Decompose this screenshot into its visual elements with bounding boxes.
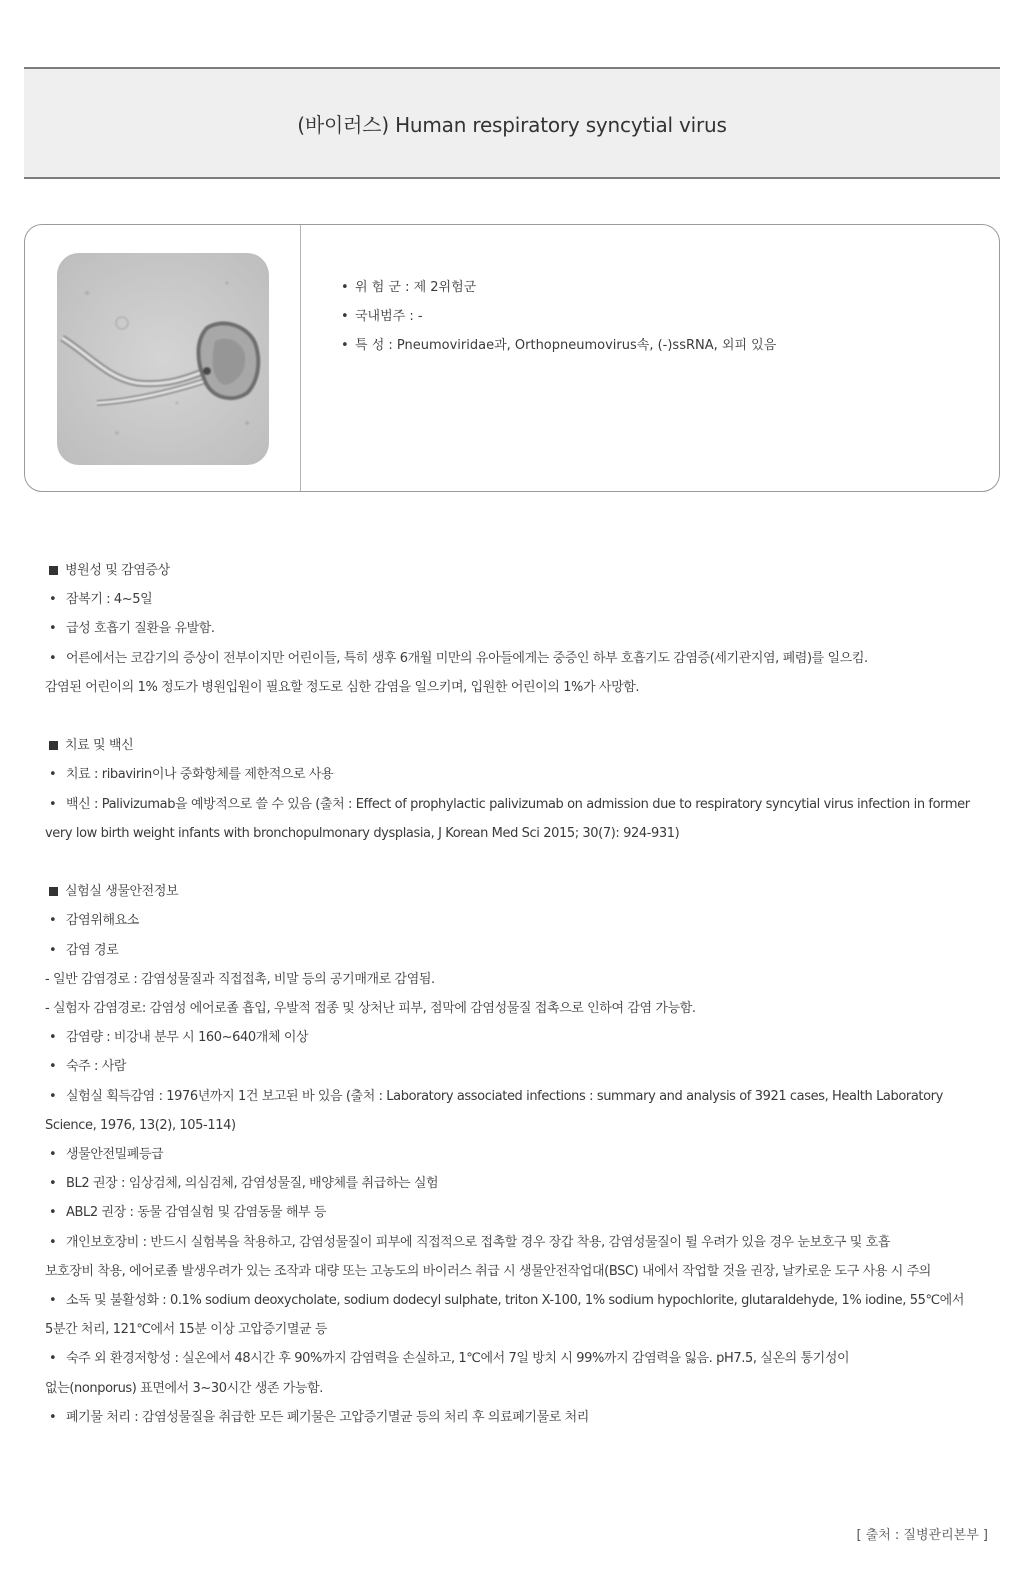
list-item-continuation: 감염된 어린이의 1% 정도가 병원입원이 필요할 정도로 심한 감염을 일으키며, 입원한 어린이의 1%가 사망함.: [45, 679, 640, 695]
list-item-continuation: Science, 1976, 13(2), 105-114): [45, 1117, 236, 1133]
summary-list: [341, 273, 776, 360]
list-item: • 숙주 외 환경저항성 : 실온에서 48시간 후 90%까지 감염력을 손실하고, 1℃에서 7일 방치 시 99%까지 감염력을 잃음. pH7.5, 실온의 통기성이: [49, 1351, 850, 1367]
list-item: • 숙주 : 사람: [49, 1059, 127, 1075]
list-item: • BL2 권장 : 임상검체, 의심검체, 감염성물질, 배양체를 취급하는 실험: [49, 1176, 439, 1192]
list-item-continuation: 없는(nonporus) 표면에서 3~30시간 생존 가능함.: [45, 1380, 323, 1396]
list-item: • 개인보호장비 : 반드시 실험복을 착용하고, 감염성물질이 피부에 직접적으로 접촉할 경우 장갑 착용, 감염성물질이 튈 우려가 있을 경우 눈보호구 및 호흡: [49, 1234, 890, 1250]
list-item: • 감염위해요소: [49, 913, 139, 929]
list-item: • 백신 : Palivizumab을 예방적으로 쓸 수 있음 (출처 : Effect of prophylactic palivizumab on admission due to respiratory syncytial virus infection in former: [49, 796, 970, 812]
summary-domestic-category: • 국내범주 : -: [341, 309, 423, 324]
list-item-continuation: very low birth weight infants with bronchopulmonary dysplasia, J Korean Med Sci 2015; 30(7): 924-931): [45, 825, 680, 841]
list-item-continuation: 5분간 처리, 121℃에서 15분 이상 고압증기멸균 등: [45, 1322, 328, 1338]
main-content: [45, 556, 1005, 1432]
summary-risk-group: • 위 험 군 : 제 2위험군: [341, 280, 477, 295]
source-note: [ 출처 : 질병관리본부 ]: [856, 1528, 988, 1543]
micrograph-svg: [57, 253, 269, 465]
list-item: • 어른에서는 코감기의 증상이 전부이지만 어린이들, 특히 생후 6개월 미만의 유아들에게는 중증인 하부 호흡기도 감염증(세기관지염, 폐렴)를 일으킴.: [49, 650, 868, 666]
list-item-dash: - 실험자 감염경로: 감염성 에어로졸 흡입, 우발적 접종 및 상처난 피부, 점막에 감염성물질 접촉으로 인하여 감염 가능함.: [45, 1001, 696, 1017]
section-heading-treatment: 치료 및 백신: [45, 731, 1005, 760]
summary-box: [24, 224, 1000, 492]
list-item: • 폐기물 처리 : 감염성물질을 취급한 모든 폐기물은 고압증기멸균 등의 처리 후 의료폐기물로 처리: [49, 1409, 589, 1425]
list-item: • 잠복기 : 4~5일: [49, 592, 153, 608]
list-item: • 생물안전밀폐등급: [49, 1147, 164, 1163]
list-item: • 치료 : ribavirin이나 중화항체를 제한적으로 사용: [49, 767, 334, 783]
section-heading-biosafety: 실험실 생물안전정보: [45, 877, 1005, 906]
summary-characteristics: • 특 성 : Pneumoviridae과, Orthopneumovirus속, (-)ssRNA, 외피 있음: [341, 338, 777, 353]
list-item: • 감염 경로: [49, 942, 119, 958]
section-heading-pathogenicity: 병원성 및 감염증상: [45, 556, 1005, 585]
list-item: • 소독 및 불활성화 : 0.1% sodium deoxycholate, sodium dodecyl sulphate, triton X-100, 1% sodium hypochlorite, glutaraldehyde, 1% iodine, 55℃에서: [49, 1293, 964, 1309]
list-item: • 감염량 : 비강내 분무 시 160~640개체 이상: [49, 1030, 309, 1046]
list-item-continuation: 보호장비 착용, 에어로졸 발생우려가 있는 조작과 대량 또는 고농도의 바이러스 취급 시 생물안전작업대(BSC) 내에서 작업할 것을 권장, 날카로운 도구 사용 시 주의: [45, 1263, 931, 1279]
list-item: • 급성 호흡기 질환을 유발함.: [49, 621, 215, 637]
summary-divider: [300, 225, 301, 491]
list-item: • 실험실 획득감염 : 1976년까지 1건 보고된 바 있음 (출처 : Laboratory associated infections : summary and analysis of 3921 cases, Health Laboratory: [49, 1088, 943, 1104]
title-band: [24, 67, 1000, 179]
page-title: (바이러스) Human respiratory syncytial virus: [297, 112, 727, 137]
list-item-dash: - 일반 감염경로 : 감염성물질과 직접접촉, 비말 등의 공기매개로 감염됨.: [45, 971, 435, 987]
virus-micrograph-image: [57, 253, 269, 465]
list-item: • ABL2 권장 : 동물 감염실험 및 감염동물 해부 등: [49, 1205, 327, 1221]
